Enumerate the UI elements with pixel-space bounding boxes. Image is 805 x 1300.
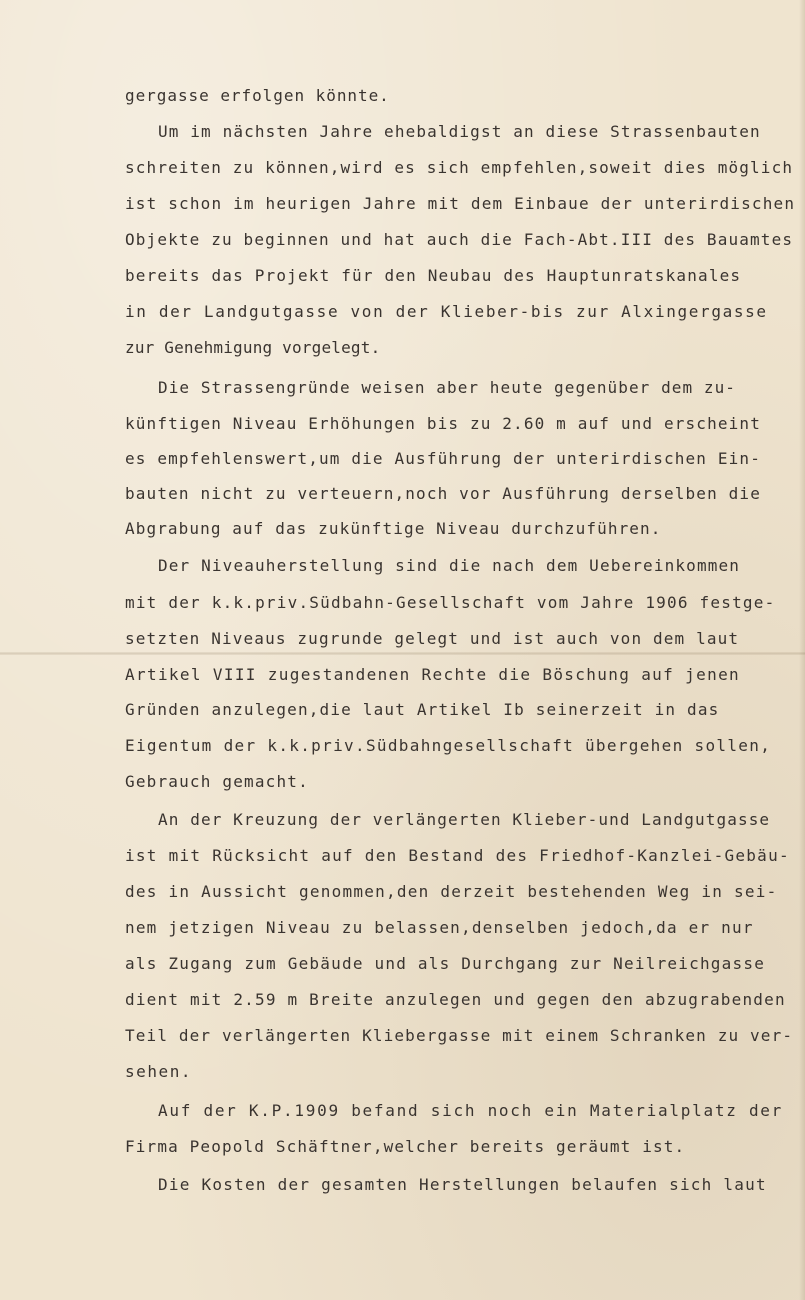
text-line: Objekte zu beginnen und hat auch die Fach-Abt.III des Bauamtes: [125, 230, 794, 249]
text-line: Eigentum der k.k.priv.Südbahngesellschaft übergehen sollen,: [125, 736, 772, 755]
text-line: Firma Peopold Schäftner,welcher bereits geräumt ist.: [125, 1137, 686, 1156]
text-line: Gebrauch gemacht.: [125, 772, 309, 791]
text-line: schreiten zu können,wird es sich empfehlen,soweit dies möglich: [125, 158, 794, 177]
text-line: setzten Niveaus zugrunde gelegt und ist auch von dem laut: [125, 629, 740, 648]
text-line: dient mit 2.59 m Breite anzulegen und gegen den abzugrabenden: [125, 990, 786, 1009]
text-line: des in Aussicht genommen,den derzeit bestehenden Weg in sei-: [125, 882, 778, 901]
text-line: ist schon im heurigen Jahre mit dem Einbaue der unterirdischen: [125, 194, 796, 213]
text-line: Die Kosten der gesamten Herstellungen belaufen sich laut: [158, 1175, 767, 1194]
text-line: Der Niveauherstellung sind die nach dem Uebereinkommen: [158, 556, 741, 575]
text-line: Gründen anzulegen,die laut Artikel Ib seinerzeit in das: [125, 700, 720, 719]
text-line: in der Landgutgasse von der Klieber-bis zur Alxingergasse: [125, 302, 768, 321]
text-line: sehen.: [125, 1062, 193, 1081]
text-line: nem jetzigen Niveau zu belassen,denselben jedoch,da er nur: [125, 918, 754, 937]
text-line: bauten nicht zu verteuern,noch vor Ausführung derselben die: [125, 484, 761, 503]
text-line: zur Genehmigung vorgelegt.: [125, 338, 381, 357]
text-line: gergasse erfolgen könnte.: [125, 86, 390, 105]
text-line: Teil der verlängerten Kliebergasse mit einem Schranken zu ver-: [125, 1026, 794, 1045]
text-line: Abgrabung auf das zukünftige Niveau durchzuführen.: [125, 519, 662, 538]
text-line: mit der k.k.priv.Südbahn-Gesellschaft vom Jahre 1906 festge-: [125, 593, 776, 612]
text-line: Um im nächsten Jahre ehebaldigst an diese Strassenbauten: [158, 122, 761, 141]
text-line: Die Strassengründe weisen aber heute gegenüber dem zu-: [158, 378, 736, 397]
text-line: als Zugang zum Gebäude und als Durchgang zur Neilreichgasse: [125, 954, 766, 973]
text-line: Artikel VIII zugestandenen Rechte die Böschung auf jenen: [125, 665, 741, 684]
text-line: Auf der K.P.1909 befand sich noch ein Materialplatz der: [158, 1101, 784, 1120]
text-line: es empfehlenswert,um die Ausführung der unterirdischen Ein-: [125, 449, 761, 468]
text-line: ist mit Rücksicht auf den Bestand des Friedhof-Kanzlei-Gebäu-: [125, 846, 790, 865]
text-line: künftigen Niveau Erhöhungen bis zu 2.60 m auf und erscheint: [125, 414, 761, 433]
text-line: An der Kreuzung der verlängerten Klieber-und Landgutgasse: [158, 810, 771, 829]
text-line: bereits das Projekt für den Neubau des Hauptunratskanales: [125, 266, 742, 285]
